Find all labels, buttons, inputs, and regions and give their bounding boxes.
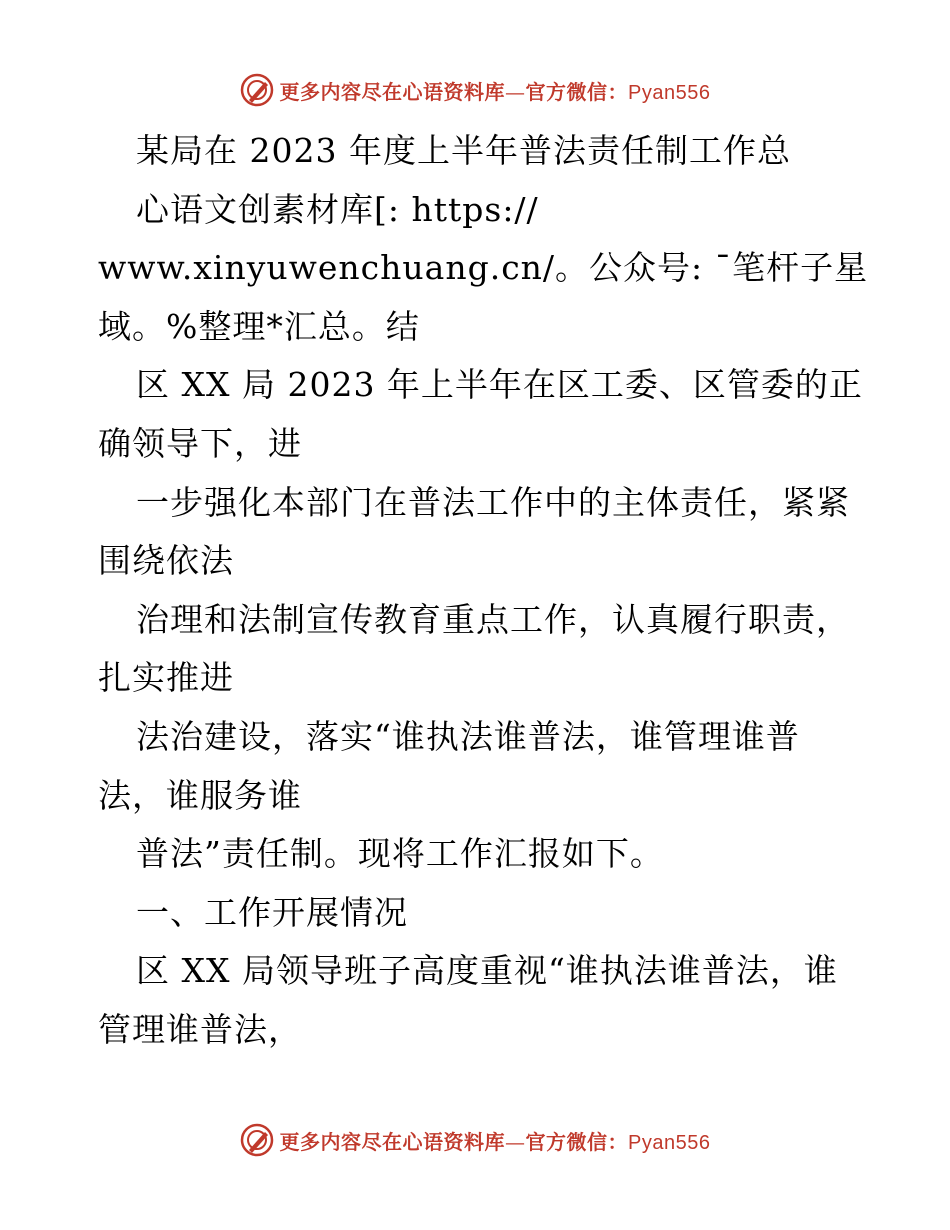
footer-watermark [0, 1120, 950, 1160]
watermark-slogan: 更多内容尽在心语资料库 [279, 79, 506, 104]
watermark-wechat-id: Pyan556 [628, 1131, 711, 1154]
text-line: 法治建设，落实“谁执法谁普法，谁管理谁普 [136, 716, 800, 756]
text-line: 一步强化本部门在普法工作中的主体责任，紧紧 [136, 482, 850, 522]
text-line: 某局在 2023 年度上半年普法责任制工作总 [136, 131, 791, 170]
brush-logo-icon [240, 73, 274, 107]
watermark-wechat-id: Pyan556 [628, 81, 711, 104]
watermark-text [280, 1126, 711, 1155]
text-line: 管理谁普法， [98, 1009, 302, 1049]
text-line: 扎实推进 [98, 658, 234, 698]
text-line: 区 XX 局 2023 年上半年在区工委、区管委的正 [136, 365, 863, 405]
text-line: 围绕依法 [98, 541, 234, 581]
text-line: 法，谁服务谁 [98, 775, 302, 815]
text-line: 区 XX 局领导班子高度重视“谁执法谁普法，谁 [136, 951, 838, 991]
watermark-slogan: 更多内容尽在心语资料库 [279, 1129, 506, 1154]
watermark-dash: — [505, 1129, 526, 1154]
watermark-wechat-label: 官方微信： [525, 1129, 629, 1154]
text-line: 确领导下，进 [98, 423, 302, 463]
text-line: 普法”责任制。现将工作汇报如下。 [136, 834, 664, 874]
brush-logo-icon [240, 1123, 274, 1157]
text-line: 治理和法制宣传教育重点工作，认真履行职责， [136, 599, 850, 639]
text-line: 心语文创素材库[: https:// [136, 189, 539, 229]
section-heading: 一、工作开展情况 [136, 892, 408, 932]
watermark-dash: — [505, 79, 526, 104]
document-body [98, 122, 878, 1060]
watermark-wechat-label: 官方微信： [525, 79, 629, 104]
watermark-text [280, 76, 711, 105]
header-watermark [0, 70, 950, 110]
text-line: www.xinyuwenchuang.cn/。公众号: ¯笔杆子星 [98, 248, 869, 288]
text-line: 域。%整理*汇总。结 [98, 306, 420, 346]
